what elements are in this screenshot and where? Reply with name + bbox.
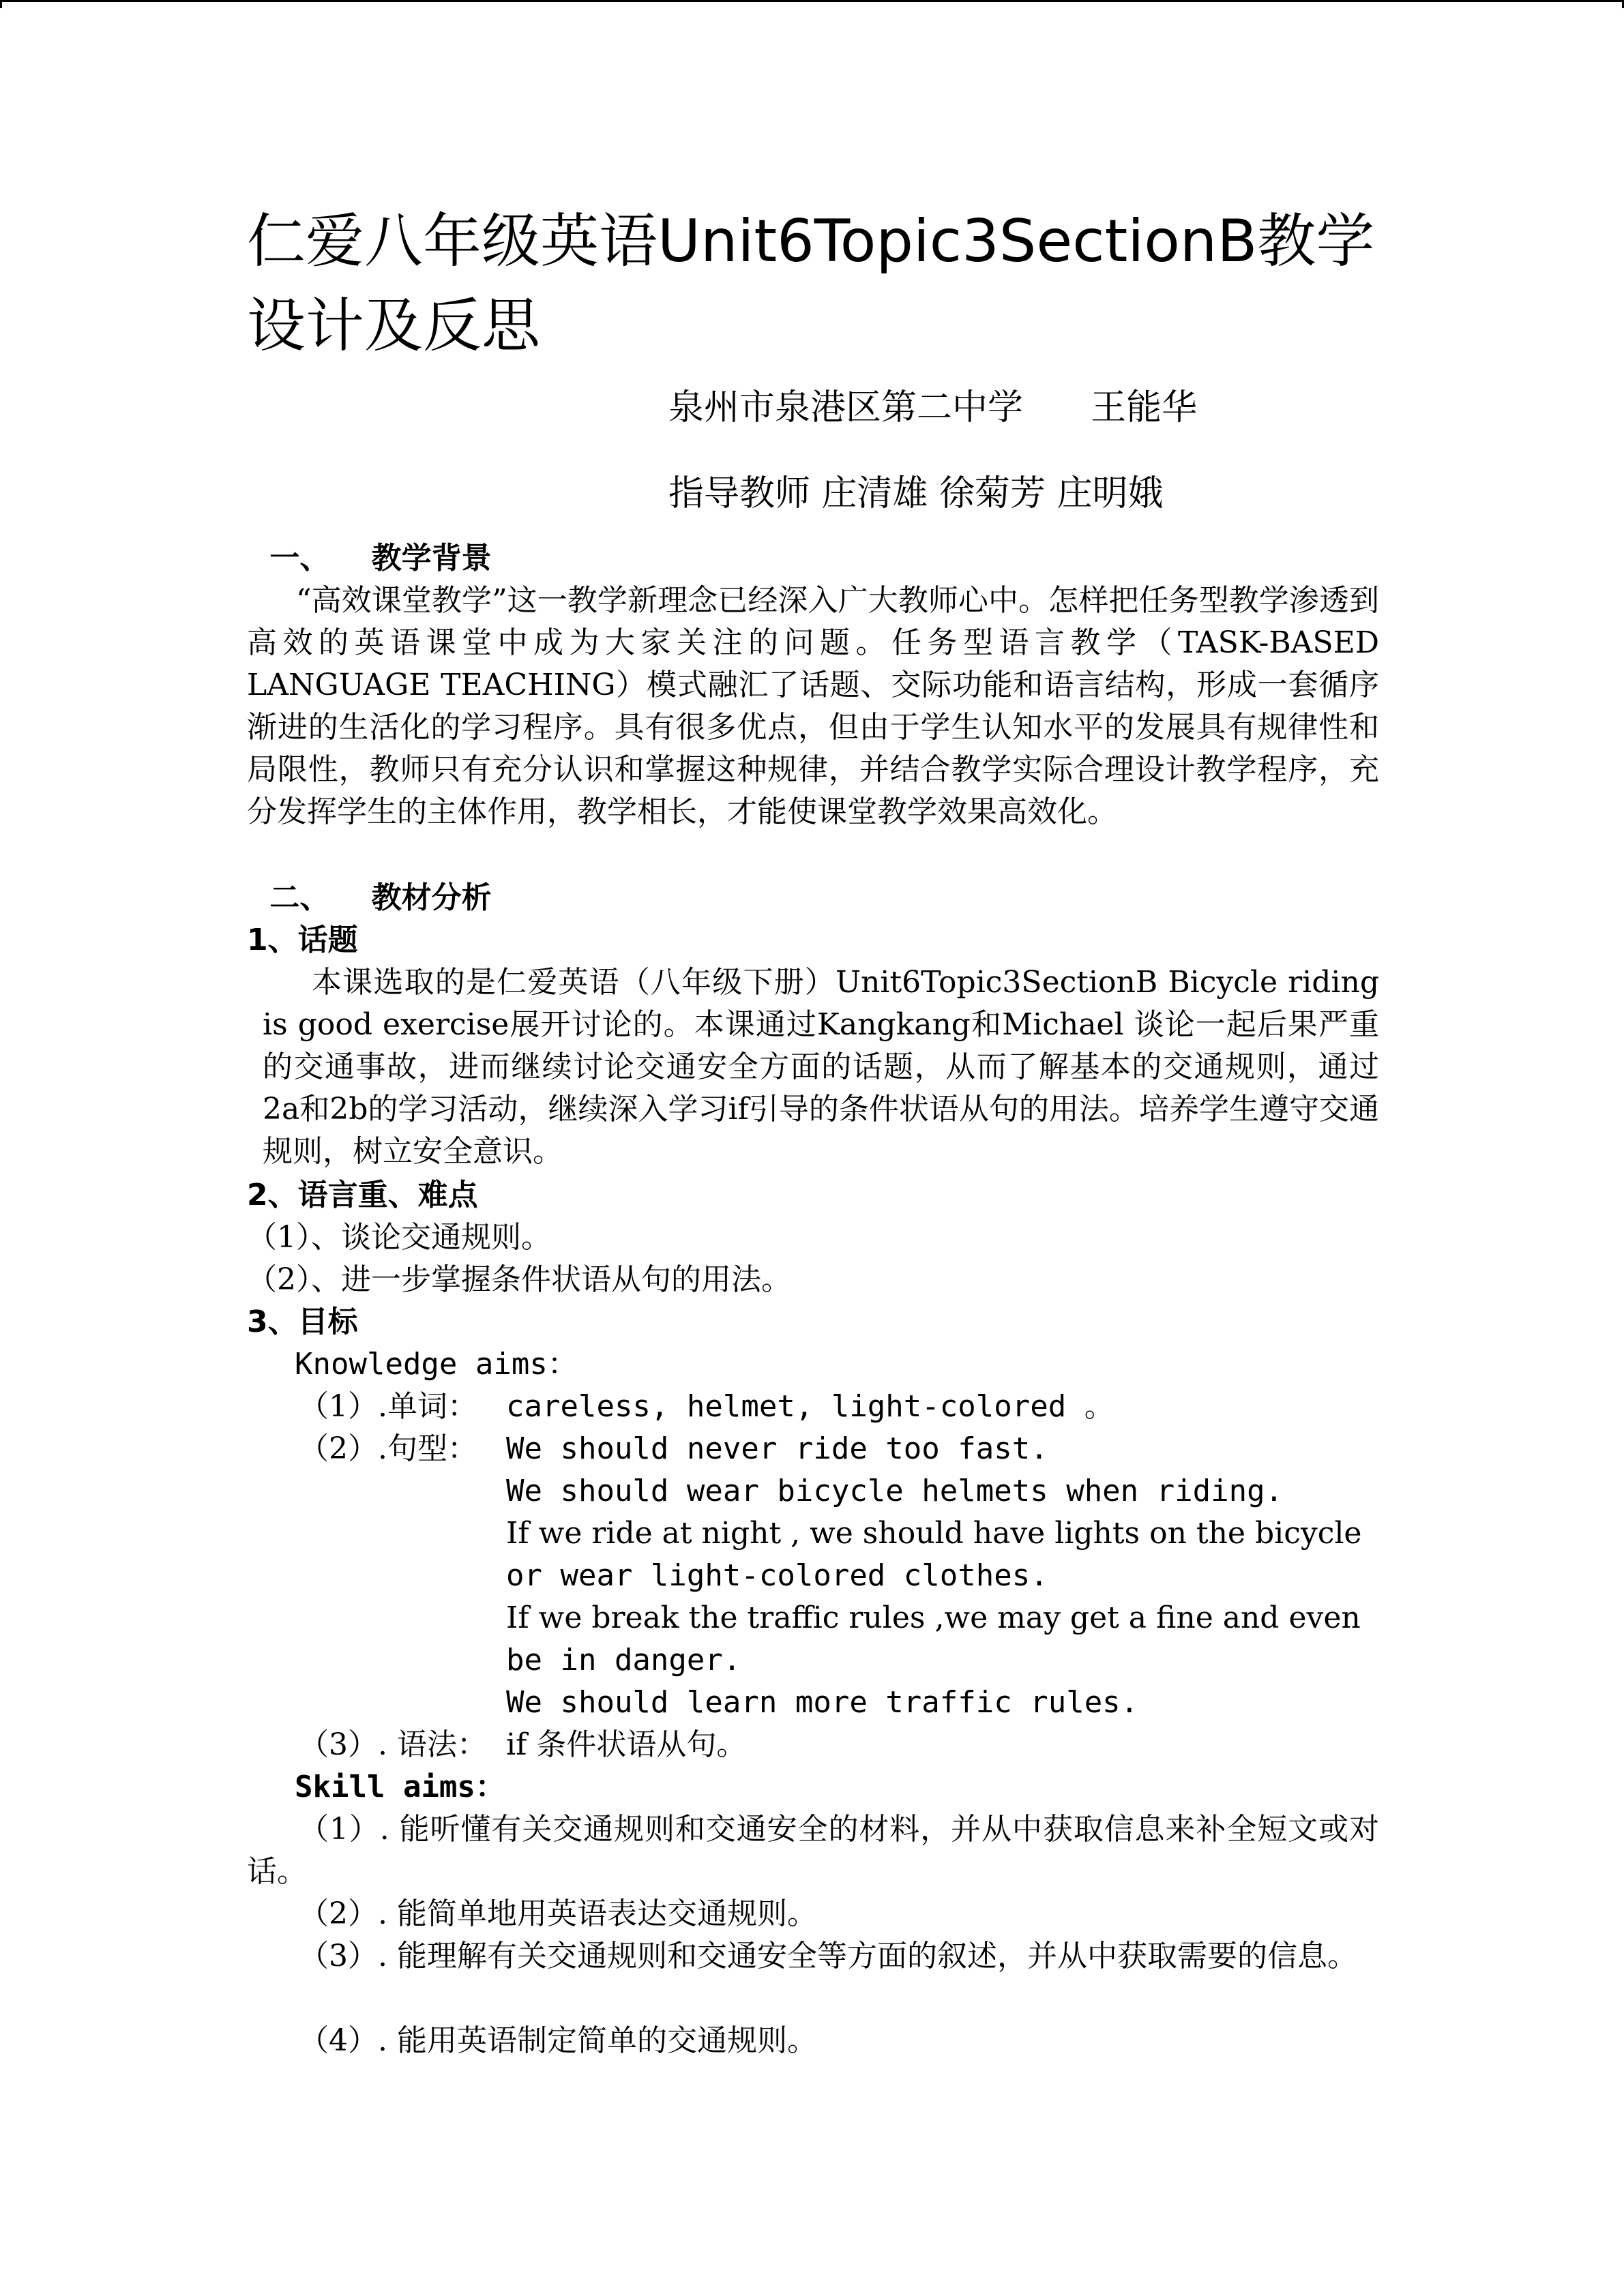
section1-paragraph: “高效课堂教学”这一教学新理念已经深入广大教师心中。怎样把任务型教学渗透到高效的英语课堂中成为大家关注的问题。任务型语言教学（TASK-BASED LANGUAGE TEACHING）模式融汇了话题、交际功能和语言结构，形成一套循序渐进的生活化的学习程序。具有很多优点，但由于学生认知水平的发展具有规律性和局限性，教师只有充分认识和掌握这种规律，并结合教学实际合理设计教学程序，充分发挥学生的主体作用，教学相长，才能使课堂教学效果高效化。 — [247, 583, 1379, 829]
section1-heading: 一、 教学背景 — [259, 541, 492, 576]
topic-paragraph: 本课选取的是仁爱英语（八年级下册）Unit6Topic3SectionB Bicycle riding is good exercise展开讨论的。本课通过Kangkang和Michael 谈论一起后果严重的交通事故，进而继续讨论交通安全方面的话题，从而了解基本的交通规则，通过2a和2b的学习活动，继续深入学习if引导的条件状语从句的用法。培养学生遵守交通规则，树立安全意识。 — [263, 965, 1379, 1169]
advisors-line: 指导教师 庄清雄 徐菊芳 庄明娥 — [668, 473, 1164, 514]
skill-aim-item: （4）. 能用英语制定简单的交通规则。 — [299, 2023, 817, 2058]
author-line: 泉州市泉港区第二中学 王能华 — [668, 387, 1198, 428]
key-point-item: （1）、谈论交通规则。 — [247, 1220, 551, 1255]
skill-aims-label: Skill aims： — [295, 1770, 505, 1804]
grammar-label: （3）. 语法： — [299, 1727, 487, 1762]
page-top-border — [0, 0, 1624, 2]
knowledge-aims-label: Knowledge aims： — [295, 1347, 578, 1382]
document-title: 仁爱八年级英语Unit6Topic3SectionB教学设计及反思 — [247, 207, 1375, 360]
key-points-heading: 2、语言重、难点 — [247, 1178, 478, 1212]
skill-aim-item: （3）. 能理解有关交通规则和交通安全等方面的叙述，并从中获取需要的信息。 — [299, 1939, 1357, 1973]
section2-heading: 二、 教材分析 — [259, 880, 492, 915]
page-left-corner-mark — [0, 0, 2, 8]
topic-heading: 1、话题 — [247, 923, 358, 957]
sentences-label: （2）.句型： — [299, 1431, 477, 1466]
sentence-item: be in danger. — [506, 1643, 741, 1678]
sentence-item: We should learn more traffic rules. — [506, 1685, 1139, 1720]
sentence-item: We should wear bicycle helmets when riding. — [506, 1474, 1284, 1508]
sentence-item: If we ride at night , we should have lights on the bicycle — [506, 1516, 1362, 1551]
words-label: （1）.单词： — [299, 1389, 477, 1424]
words-list: careless, helmet, light-colored 。 — [506, 1389, 1114, 1424]
skill-aim-item: （1）. 能听懂有关交通规则和交通安全的材料，并从中获取信息来补全短文或对话。 — [247, 1812, 1379, 1889]
sentence-item: We should never ride too fast. — [506, 1431, 1048, 1466]
grammar-text: if 条件状语从句。 — [506, 1727, 747, 1762]
aims-heading: 3、目标 — [247, 1304, 358, 1339]
sentence-item: If we break the traffic rules ,we may get a fine and even — [506, 1600, 1361, 1635]
sentence-item: or wear light-colored clothes. — [506, 1558, 1048, 1593]
skill-aim-item: （2）. 能简单地用英语表达交通规则。 — [299, 1896, 817, 1931]
key-point-item: （2）、进一步掌握条件状语从句的用法。 — [247, 1262, 791, 1297]
